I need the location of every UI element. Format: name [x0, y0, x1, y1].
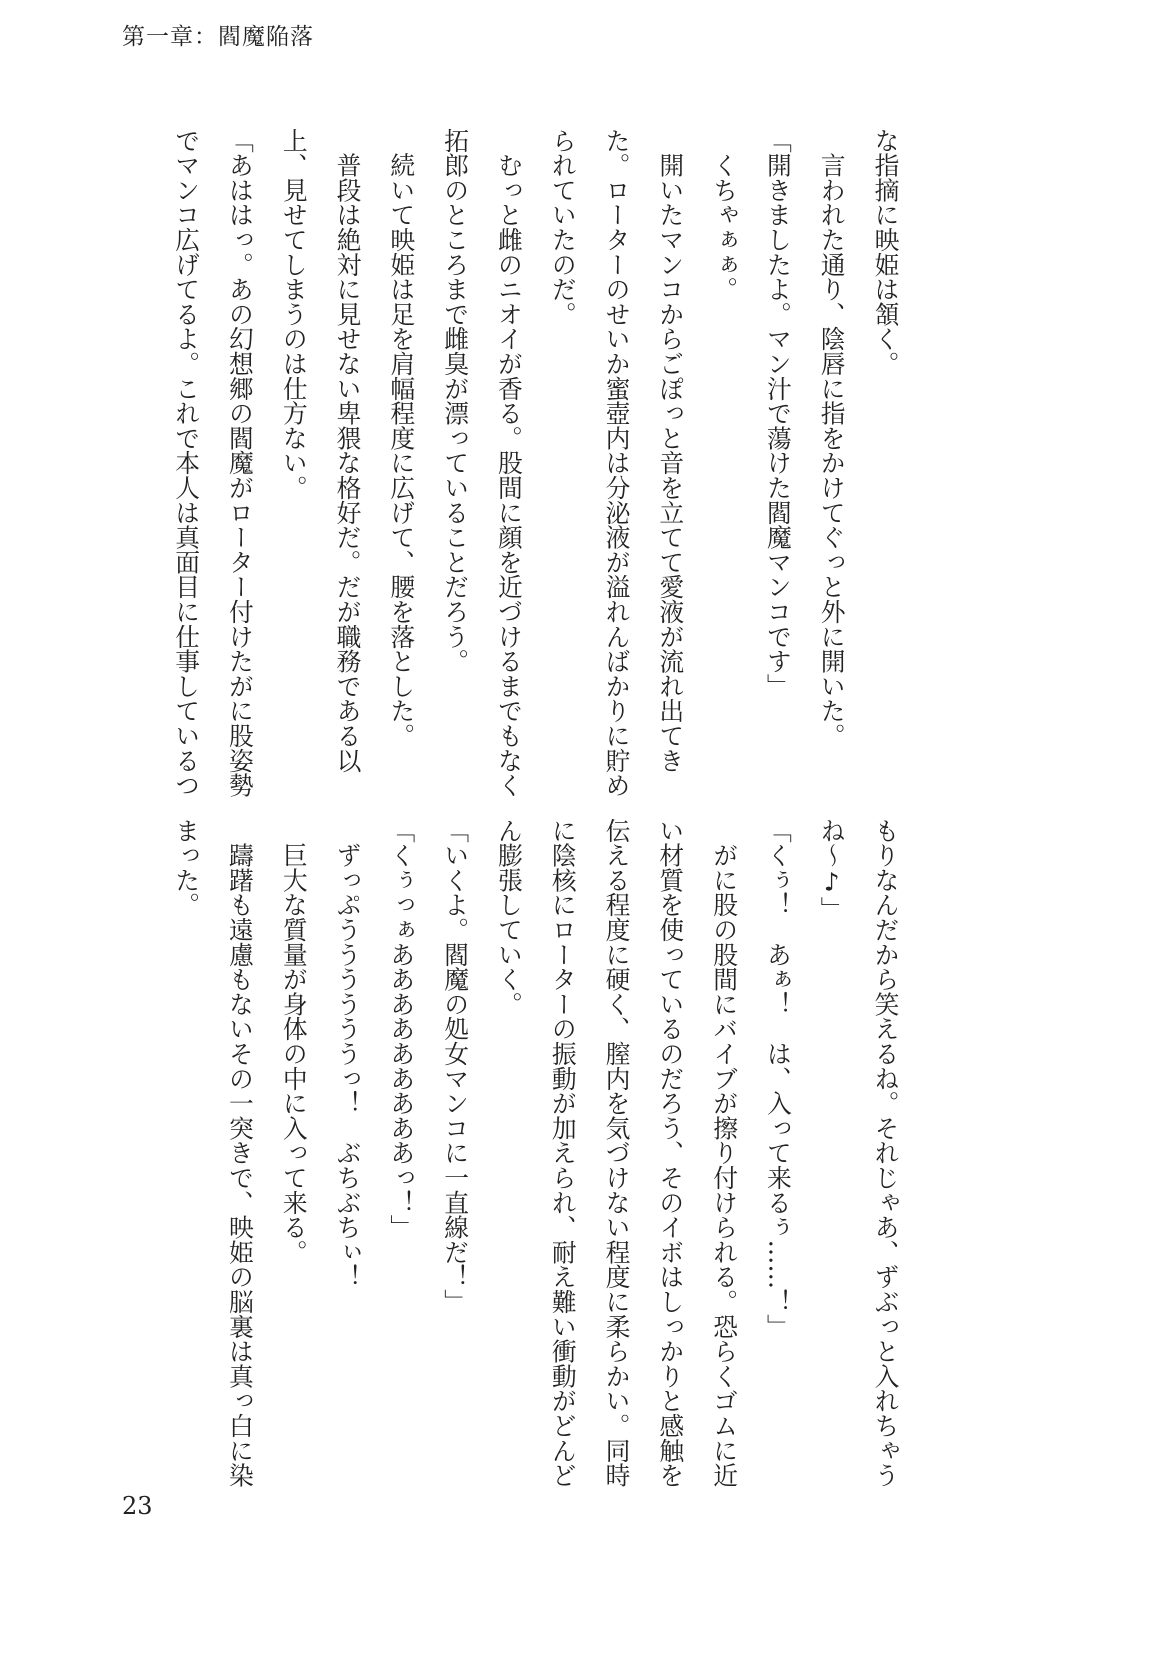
text-block-upper [150, 128, 912, 798]
text-line: い材質を使っているのだろう、そのイボはしっかりと感触を [655, 818, 685, 1488]
text-line: 上、見せてしまうのは仕方ない。 [279, 128, 309, 500]
text-line: 伝える程度に硬く、膣内を気づけない程度に柔らかい。同時 [602, 818, 632, 1488]
text-line: に陰核にローターの振動が加えられ、耐え難い衝動がどんど [548, 818, 578, 1488]
text-line: くちゃぁぁ。 [709, 128, 739, 302]
text-line: 巨大な質量が身体の中に入って来る。 [279, 818, 309, 1265]
running-header: 第一章：閻魔陥落 [122, 24, 314, 50]
page-number: 23 [122, 1492, 153, 1520]
text-line: 「いくよ。閻魔の処女マンコに一直線だ！」 [440, 818, 470, 1314]
text-line: 拓郎のところまで雌臭が漂っていることだろう。 [440, 128, 470, 674]
text-block-lower [150, 818, 912, 1488]
text-line: 「あははっ。あの幻想郷の閻魔がローター付けたがに股姿勢 [225, 128, 255, 798]
text-line: 開いたマンコからごぽっと音を立てて愛液が流れ出てき [655, 128, 685, 773]
text-line: でマンコ広げてるよ。これで本人は真面目に仕事しているつ [171, 128, 201, 798]
text-line: もりなんだから笑えるね。それじゃあ、ずぶっと入れちゃう [871, 818, 900, 1488]
text-line: 普段は絶対に見せない卑猥な格好だ。だが職務である以 [333, 128, 363, 773]
text-line: な指摘に映姫は頷く。 [871, 128, 900, 376]
text-line: ん膨張していく。 [494, 818, 524, 1017]
text-line: まった。 [171, 818, 201, 918]
text-line: 「くぅ！ あぁ！ は、入って来るぅ……！」 [763, 818, 793, 1339]
text-line: 続いて映姫は足を肩幅程度に広げて、腰を落とした。 [386, 128, 416, 748]
text-line: た。ローターのせいか蜜壺内は分泌液が溢れんばかりに貯め [602, 128, 632, 798]
text-line: 言われた通り、陰唇に指をかけてぐっと外に開いた。 [817, 128, 847, 748]
text-line: ね～♪」 [817, 818, 847, 922]
text-line: られていたのだ。 [548, 128, 578, 327]
text-line: がに股の股間にバイブが擦り付けられる。恐らくゴムに近 [709, 818, 739, 1488]
text-line: 「開きましたよ。マン汁で蕩けた閻魔マンコです」 [763, 128, 793, 699]
text-line: むっと雌のニオイが香る。股間に顔を近づけるまでもなく [494, 128, 524, 798]
text-line: 「くぅっぁあああああああああっ！」 [386, 818, 416, 1240]
text-line: ずっぷううううううっ！ ぶちぶちぃ！ [333, 818, 363, 1290]
text-line: 躊躇も遠慮もないその一突きで、映姫の脳裏は真っ白に染 [225, 818, 255, 1488]
